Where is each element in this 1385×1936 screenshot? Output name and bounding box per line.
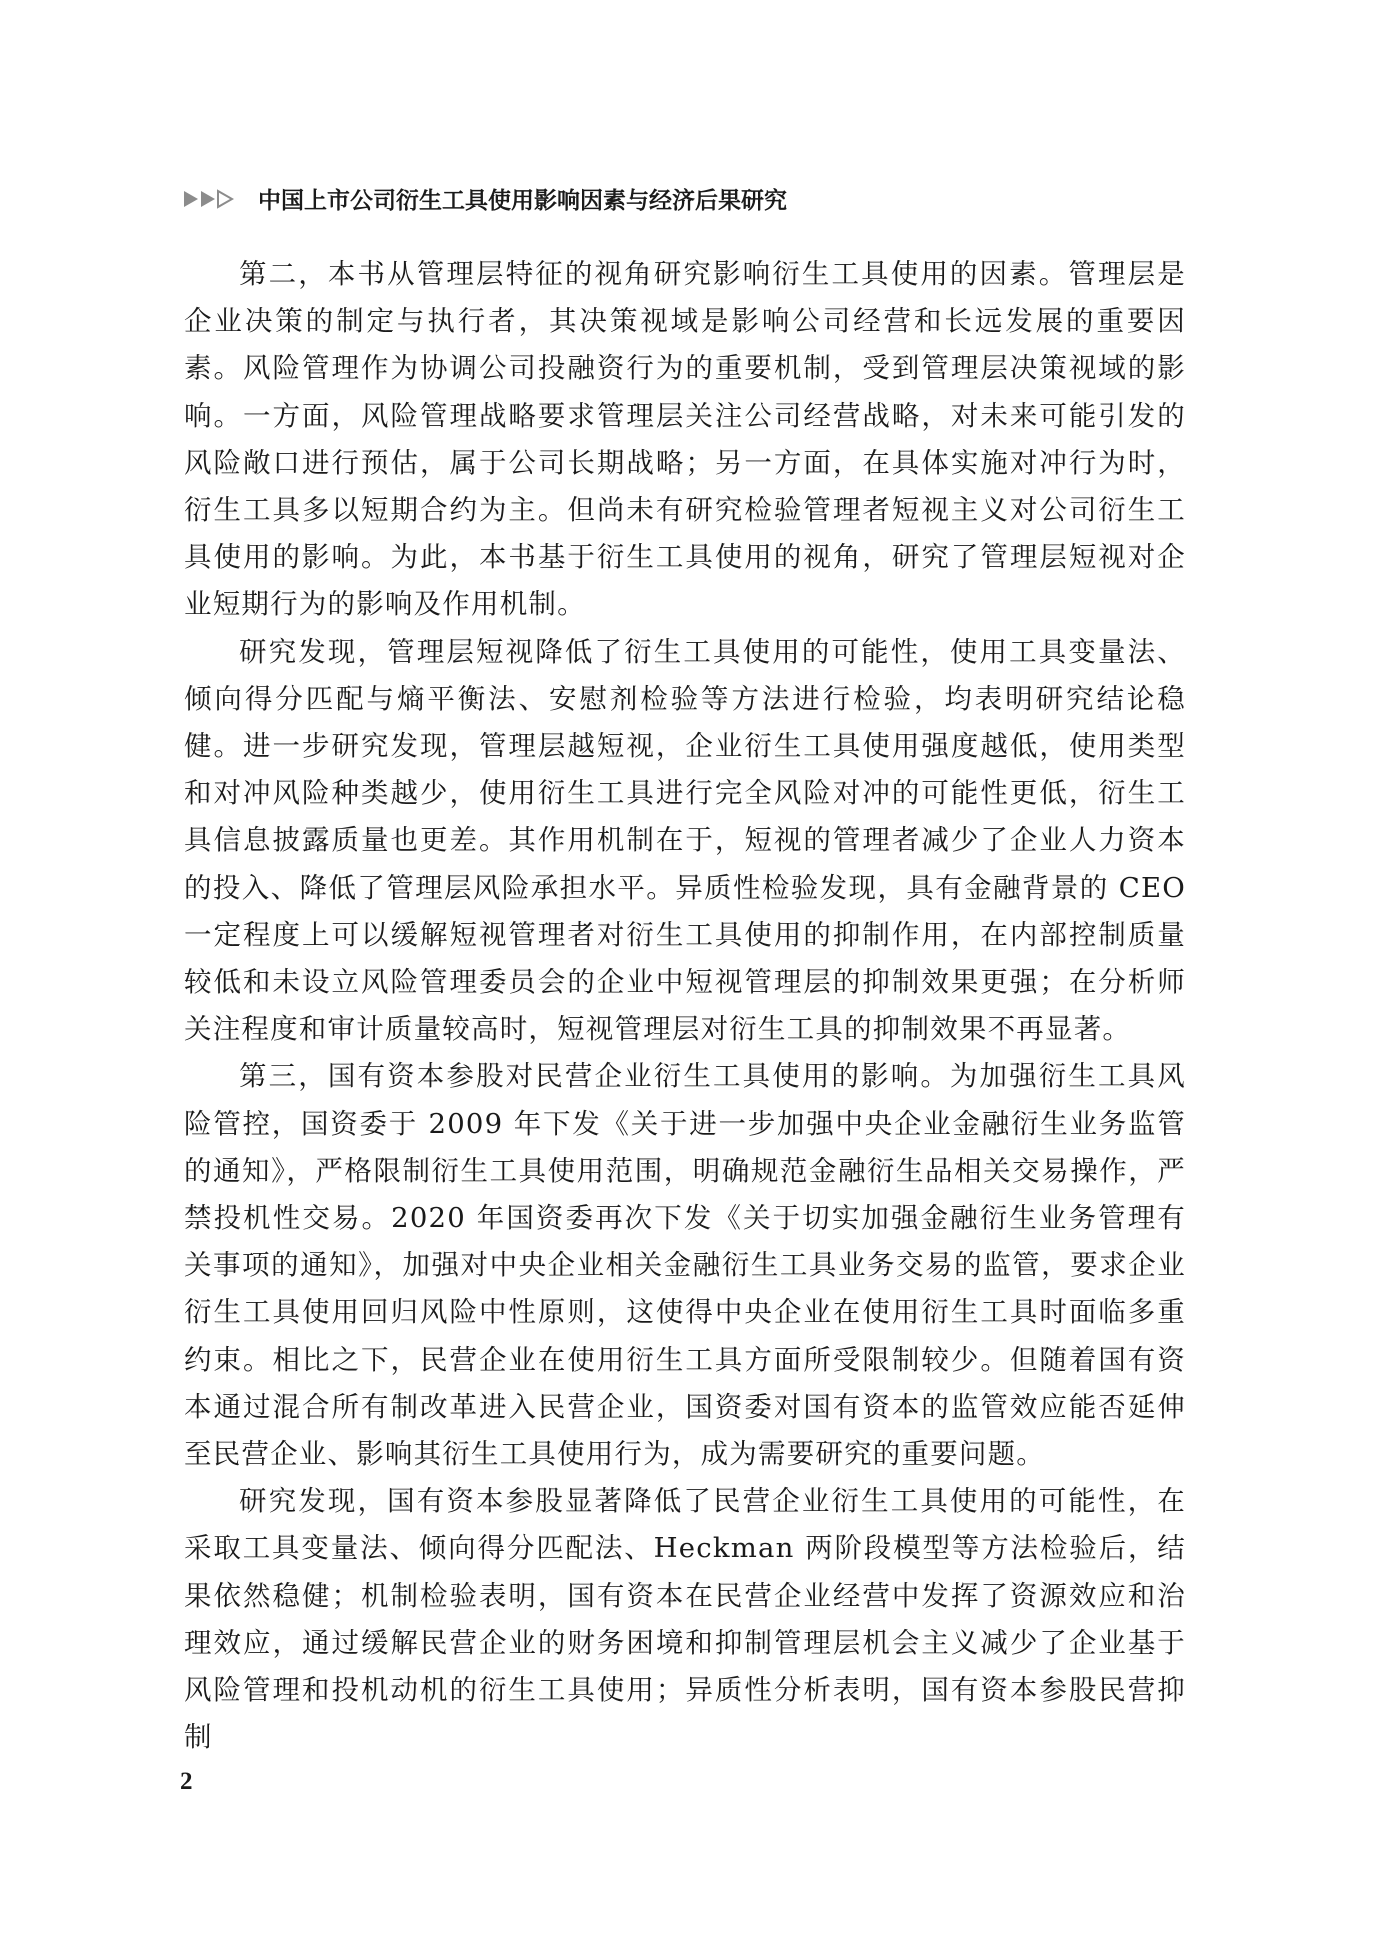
page-number: 2 <box>180 1768 193 1795</box>
triple-arrow-right-icon <box>184 189 240 209</box>
running-header <box>184 182 787 215</box>
paragraph: 第三，国有资本参股对民营企业衍生工具使用的影响。为加强衍生工具风险管控，国资委于 2009 年下发《关于进一步加强中央企业金融衍生业务监管的通知》，严格限制衍生工具使用范围，明确规范金融衍生品相关交易操作，严禁投机性交易。2020 年国资委再次下发《关于切实加强金融衍生业务管理有关事项的通知》，加强对中央企业相关金融衍生工具业务交易的监管，要求企业衍生工具使用回归风险中性原则，这使得中央企业在使用衍生工具时面临多重约束。相比之下，民营企业在使用衍生工具方面所受限制较少。但随着国有资本通过混合所有制改革进入民营企业，国资委对国有资本的监管效应能否延伸至民营企业、影响其衍生工具使用行为，成为需要研究的重要问题。 <box>184 1060 1186 1471</box>
paragraph: 研究发现，国有资本参股显著降低了民营企业衍生工具使用的可能性，在采取工具变量法、倾向得分匹配法、Heckman 两阶段模型等方法检验后，结果依然稳健；机制检验表明，国有资本在民营企业经营中发挥了资源效应和治理效应，通过缓解民营企业的财务困境和抑制管理层机会主义减少了企业基于风险管理和投机动机的衍生工具使用；异质性分析表明，国有资本参股民营抑制 <box>184 1485 1186 1754</box>
book-title: 中国上市公司衍生工具使用影响因素与经济后果研究 <box>258 188 787 214</box>
paragraph: 研究发现，管理层短视降低了衍生工具使用的可能性，使用工具变量法、倾向得分匹配与熵平衡法、安慰剂检验等方法进行检验，均表明研究结论稳健。进一步研究发现，管理层越短视，企业衍生工具使用强度越低，使用类型和对冲风险种类越少，使用衍生工具进行完全风险对冲的可能性更低，衍生工具信息披露质量也更差。其作用机制在于，短视的管理者减少了企业人力资本的投入、降低了管理层风险承担水平。异质性检验发现，具有金融背景的 CEO 一定程度上可以缓解短视管理者对衍生工具使用的抑制作用，在内部控制质量较低和未设立风险管理委员会的企业中短视管理层的抑制效果更强；在分析师关注程度和审计质量较高时，短视管理层对衍生工具的抑制效果不再显著。 <box>184 635 1186 1046</box>
body-text <box>184 251 1186 1762</box>
paragraph: 第二，本书从管理层特征的视角研究影响衍生工具使用的因素。管理层是企业决策的制定与执行者，其决策视域是影响公司经营和长远发展的重要因素。风险管理作为协调公司投融资行为的重要机制，受到管理层决策视域的影响。一方面，风险管理战略要求管理层关注公司经营战略，对未来可能引发的风险敞口进行预估，属于公司长期战略；另一方面，在具体实施对冲行为时，衍生工具多以短期合约为主。但尚未有研究检验管理者短视主义对公司衍生工具使用的影响。为此，本书基于衍生工具使用的视角，研究了管理层短视对企业短期行为的影响及作用机制。 <box>184 258 1186 621</box>
